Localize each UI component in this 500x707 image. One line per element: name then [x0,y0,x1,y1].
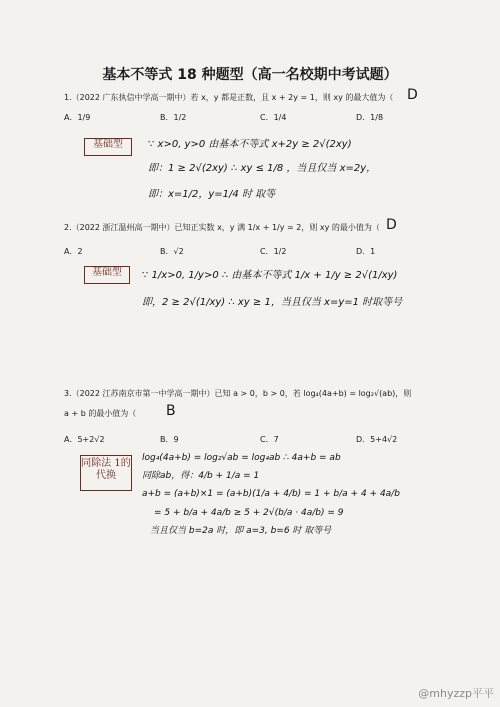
q2-option-c: C．1/2 [260,247,287,256]
question-3-answer: B [166,403,176,419]
q1-type-tag: 基础型 [84,138,132,156]
q2-option-a: A．2 [64,247,83,256]
q1-work-line-2: 即：1 ≥ 2√(2xy) ∴ xy ≤ 1/8 ，当且仅当 x=2y， [148,163,377,174]
q1-option-c: C．1/4 [260,113,287,122]
question-2-answer: D [386,217,397,233]
q2-work-line-2: 即，2 ≥ 2√(1/xy) ∴ xy ≥ 1，当且仅当 x=y=1 时取等号 [142,297,403,308]
q3-work-line-4: = 5 + b/a + 4a/b ≥ 5 + 2√(b/a · 4a/b) = 9 [154,508,344,518]
q3-option-b: B．9 [160,435,179,444]
question-2-stem: 2.（2022 浙江温州高一期中）已知正实数 x，y 满 1/x + 1/y = 2，则 xy 的最小值为（ [64,223,380,232]
q3-option-d: D．5+4√2 [356,435,398,444]
q2-type-tag: 基础型 [84,266,130,284]
q3-work-line-3: a+b = (a+b)×1 = (a+b)(1/a + 4/b) = 1 + b/a + 4 + 4a/b [142,489,400,499]
q3-option-a: A．5+2√2 [64,435,105,444]
q1-option-a: A．1/9 [64,113,91,122]
q3-option-c: C．7 [260,435,279,444]
q2-option-d: D．1 [356,247,376,256]
question-1-answer: D [407,87,418,103]
q3-work-line-1: log₄(4a+b) = log₂√ab = log₄ab ∴ 4a+b = ab [142,453,341,463]
q3-work-line-5: 当且仅当 b=2a 时，即 a=3, b=6 时 取等号 [150,526,332,536]
page-title: 基本不等式 18 种题型（高一名校期中考试题） [102,67,398,83]
question-1-stem: 1.（2022 广东执信中学高一期中）若 x，y 都是正数，且 x + 2y = 1，则 xy 的最大值为（ [64,93,394,102]
q1-work-line-3: 即：x=1/2，y=1/4 时 取等 [148,189,276,200]
q1-work-line-1: ∵ x>0, y>0 由基本不等式 x+2y ≥ 2√(2xy) [148,139,352,150]
q1-option-b: B．1/2 [160,113,187,122]
q3-type-tag: 同除法 1的代换 [80,455,132,491]
q2-option-b: B．√2 [160,247,184,256]
question-3-stem: 3.（2022 江苏南京市第一中学高一期中）已知 a > 0，b > 0，若 log₄(4a+b) = log₂√(ab)，则 [64,389,412,398]
q1-option-d: D．1/8 [356,113,384,122]
question-3-stem-line-2: a + b 的最小值为（ [64,409,137,418]
q3-work-line-2: 同除ab，得：4/b + 1/a = 1 [142,471,260,481]
watermark: @mhyzzp平平 [418,687,494,700]
q2-work-line-1: ∵ 1/x>0, 1/y>0 ∴ 由基本不等式 1/x + 1/y ≥ 2√(1/xy) [142,270,398,281]
